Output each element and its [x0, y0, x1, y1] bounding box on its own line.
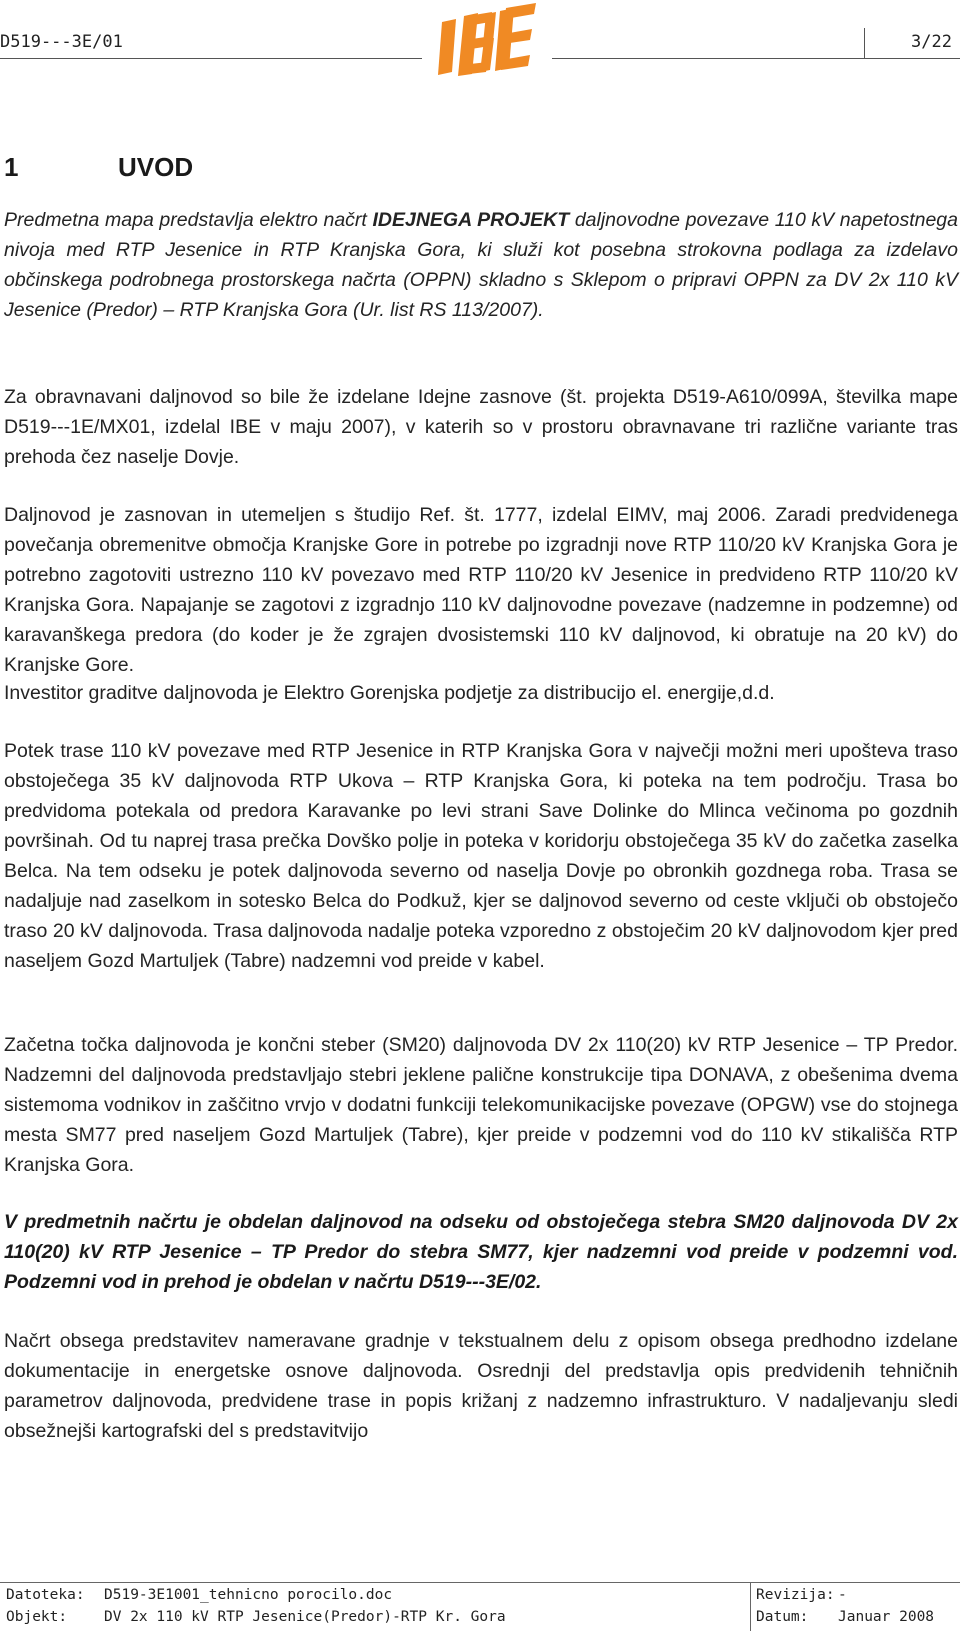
page-number: 3/22	[911, 32, 952, 52]
footer-rule	[0, 1582, 960, 1583]
footer-objekt-value: DV 2x 110 kV RTP Jesenice(Predor)-RTP Kr. Gora	[104, 1609, 506, 1625]
footer-objekt-label: Objekt:	[6, 1609, 68, 1625]
header-divider	[864, 28, 865, 58]
paragraph-intro	[4, 205, 958, 325]
paragraph-idejne-zasnove: Za obravnavani daljnovod so bile že izdelane Idejne zasnove (št. projekta D519-A610/099A, številka mape D519---1E/MX01, izdelal IBE v maju 2007), v katerih so v prostoru obravnavane tri različne variante tras prehoda čez naselje Dovje.	[4, 386, 958, 468]
paragraph-zacetna-tocka: Začetna točka daljnovoda je končni steber (SM20) daljnovoda DV 2x 110(20) kV RTP Jesenice – TP Predor. Nadzemni del daljnovoda predstavljajo stebri jeklene palične konstrukcije tipa DONAVA, z obešenima dvema sistemoma vodnikov in zaščitno vrvjo v dodatni funkciji telekomunikacijske povezave (OPGW) vse do stojnega mesta SM77 pred naseljem Gozd Martuljek (Tabre), kjer preide v podzemni vod do 110 kV stikališča RTP Kranjska Gora.	[4, 1034, 958, 1176]
ibe-logo-mark	[438, 3, 536, 76]
header-rule-right	[552, 58, 960, 59]
intro-project-type: IDEJNEGA PROJEKT	[372, 209, 570, 231]
paragraph-predmet-nacrta: V predmetnih načrtu je obdelan daljnovod na odseku od obstoječega stebra SM20 daljnovoda DV 2x 110(20) kV RTP Jesenice – TP Predor do stebra SM77, kjer nadzemni vod preide v podzemni vod. Podzemni vod in prehod je obdelan v načrtu D519---3E/02.	[4, 1211, 958, 1293]
footer-revizija-label: Revizija:	[756, 1587, 835, 1603]
footer-datum-value: Januar 2008	[838, 1609, 935, 1625]
paragraph-investitor: Investitor graditve daljnovoda je Elektro Gorenjska podjetje za distribucijo el. energije,d.d.	[4, 682, 775, 704]
section-title: UVOD	[118, 152, 194, 182]
section-number: 1	[4, 152, 19, 182]
header-rule-left	[0, 58, 422, 59]
paragraph-studija: Daljnovod je zasnovan in utemeljen s študijo Ref. št. 1777, izdelal EIMV, maj 2006. Zaradi predvidenega povečanja obremenitve območja Kranjske Gore in potrebe po izgradnji nove RTP 110/20 kV Kranjska Gora je potrebno zagotoviti ustrezno 110 kV povezavo med RTP 110/20 kV Jesenice in predvideno RTP 110/20 kV Kranjska Gora. Napajanje se zagotovi z izgradnjo 110 kV daljnovodne povezave (nadzemne in podzemne) od karavanškega predora (do koder je že zgrajen dvosistemski 110 kV daljnovod, ki obratuje na 20 kV) do Kranjske Gore.	[4, 504, 958, 676]
footer-divider	[750, 1582, 751, 1631]
footer-datum-label: Datum:	[756, 1609, 809, 1625]
footer-revizija-value: -	[838, 1587, 847, 1603]
paragraph-potek-trase: Potek trase 110 kV povezave med RTP Jesenice in RTP Kranjska Gora v največji možni meri upošteva traso obstoječega 35 kV daljnovoda RTP Ukova – RTP Kranjska Gora, ki poteka na tem področju. Trasa bo predvidoma potekala od predora Karavanke po levi strani Save Dolinke do Mlinca večinoma po gozdnih površinah. Od tu naprej trasa prečka Dovško polje in poteka v koridorju obstoječega 35 kV do začetka zaselka Belca. Na tem odseku je potek daljnovoda severno od naselja Dovje po obronkih gozdnega roba. Trasa se nadaljuje nad zaselkom in sotesko Belca do Podkuž, kjer se daljnovod severno od ceste vključi ob obstoječo traso 20 kV daljnovoda. Trasa daljnovoda nadalje poteka vzporedno z obstoječim 20 kV daljnovodom kjer pred naseljem Gozd Martuljek (Tabre) nadzemni vod preide v kabel.	[4, 740, 958, 972]
footer-datoteka-label: Datoteka:	[6, 1587, 85, 1603]
document-code: D519---3E/01	[0, 32, 123, 52]
footer-datoteka-value: D519-3E1001_tehnicno porocilo.doc	[104, 1587, 393, 1603]
intro-text-start: Predmetna mapa predstavlja elektro načrt	[4, 209, 373, 231]
ibe-logo	[436, 2, 540, 78]
intro-text-end: daljnovodne povezave 110 kV napetostnega nivoja med RTP Jesenice in RTP Kranjska Gora, ki služi kot posebna strokovna podlaga za izdelavo občinskega podrobnega prostorskega načrta (OPPN) skladno s Sklepom o pripravi OPPN za DV 2x 110 kV Jesenice (Predor) – RTP Kranjska Gora (Ur. list RS 113/2007).	[4, 209, 958, 321]
paragraph-obseg-nacrta: Načrt obsega predstavitev nameravane gradnje v tekstualnem delu z opisom obsega predhodno izdelane dokumentacije in energetske osnove daljnovoda. Osrednji del predstavlja opis predvidenih tehničnih parametrov daljnovoda, predvidene trase in popis križanj z nadzemno infrastrukturo. V nadaljevanju sledi obsežnejši kartografski del s predstavitvijo	[4, 1330, 958, 1442]
